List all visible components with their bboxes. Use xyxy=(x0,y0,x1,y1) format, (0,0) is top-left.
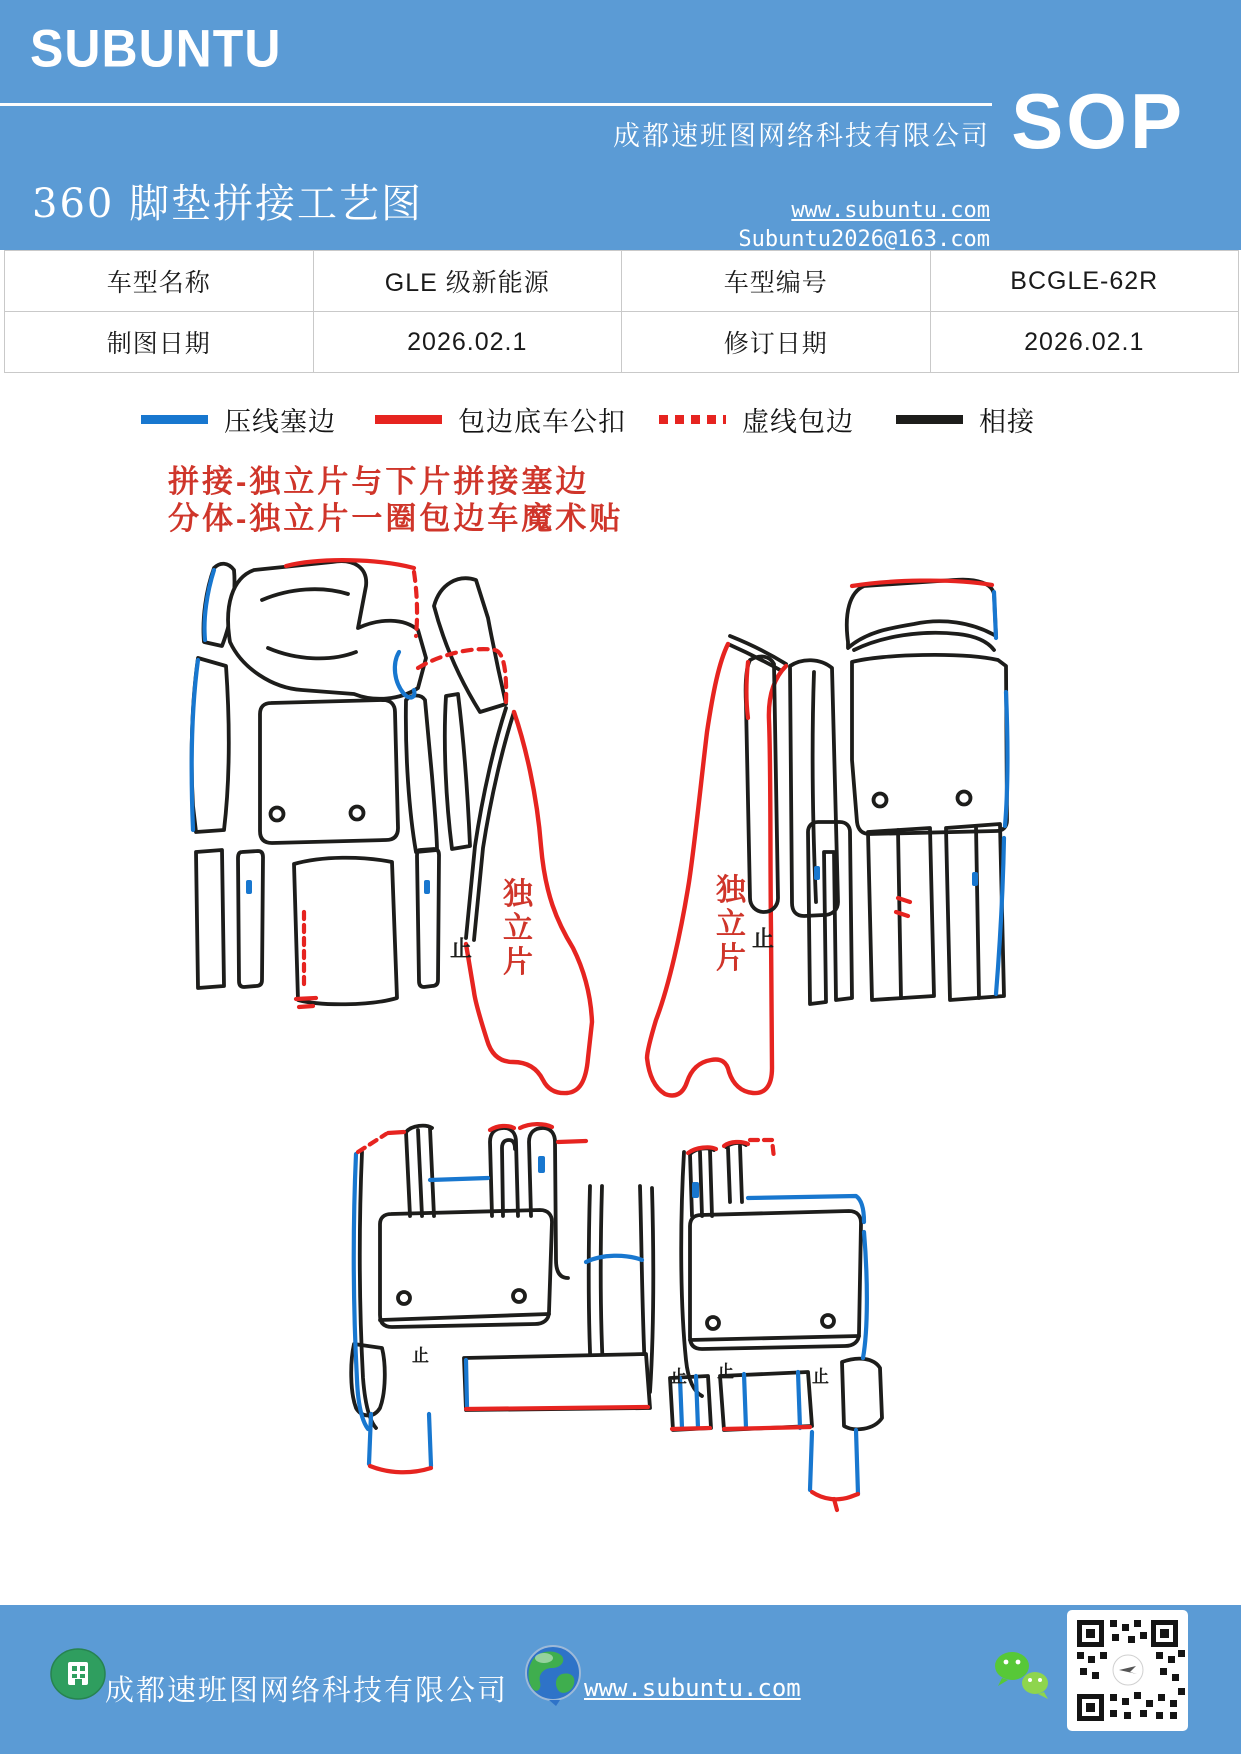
header-website-link[interactable]: www.subuntu.com xyxy=(791,198,990,223)
footer-website-link[interactable]: www.subuntu.com xyxy=(584,1674,801,1702)
footer-company-name: 成都速班图网络科技有限公司 xyxy=(105,1673,509,1707)
process-note-line1: 拼接-独立片与下片拼接塞边 xyxy=(168,464,590,499)
brand-logo: SUBUNTU xyxy=(30,19,282,78)
stop-mark: 止 xyxy=(812,1367,829,1386)
cell-draw-date-value: 2026.02.1 xyxy=(313,312,622,373)
legend-label: 虚线包边 xyxy=(742,406,854,437)
mat-hole xyxy=(513,1290,525,1302)
cell-draw-date-label: 制图日期 xyxy=(5,312,314,373)
cell-model-name-label: 车型名称 xyxy=(5,251,314,312)
mat-hole xyxy=(874,794,887,807)
header-email: Subuntu2026@163.com xyxy=(738,227,990,252)
mat-hole xyxy=(398,1292,410,1304)
mat-hole xyxy=(351,807,364,820)
legend-label: 相接 xyxy=(979,406,1035,437)
rear-left-mat-pattern xyxy=(351,1126,653,1428)
cell-model-name-value: GLE 级新能源 xyxy=(313,251,622,312)
mat-hole xyxy=(822,1315,834,1327)
legend-label: 包边底车公扣 xyxy=(458,406,626,437)
stop-mark: 止 xyxy=(670,1367,687,1386)
cell-revise-date-value: 2026.02.1 xyxy=(930,312,1239,373)
page-title: 360 脚垫拼接工艺图 xyxy=(32,181,424,227)
stop-mark: 止 xyxy=(450,936,473,961)
mat-hole xyxy=(958,792,971,805)
stop-mark: 止 xyxy=(717,1362,734,1381)
mat-hole xyxy=(707,1317,719,1329)
independent-piece-right-outline xyxy=(647,644,786,1096)
cell-revise-date-label: 修订日期 xyxy=(622,312,931,373)
legend-label: 压线塞边 xyxy=(224,406,336,437)
sop-badge: SOP xyxy=(1011,77,1185,165)
stop-mark: 止 xyxy=(752,926,775,951)
cell-model-code-label: 车型编号 xyxy=(622,251,931,312)
independent-piece-label-right: 独立片 xyxy=(716,874,746,975)
independent-piece-right xyxy=(647,636,786,1096)
stop-mark: 止 xyxy=(412,1346,429,1365)
independent-piece-label-left: 独立片 xyxy=(503,878,533,979)
process-note-line2: 分体-独立片一圈包边车魔术贴 xyxy=(168,501,624,536)
front-right-mat-pattern xyxy=(746,580,1007,1004)
cell-model-code-value: BCGLE-62R xyxy=(930,251,1239,312)
rear-right-mat-pattern xyxy=(670,1143,882,1430)
mat-hole xyxy=(271,808,284,821)
header-company-name: 成都速班图网络科技有限公司 xyxy=(613,121,990,152)
